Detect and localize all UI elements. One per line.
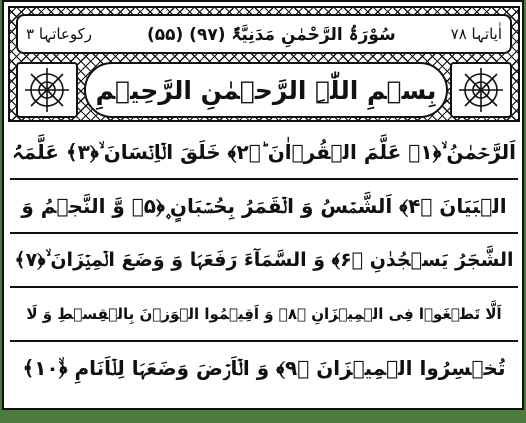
bismillah: بِسۡمِ اللّٰہِ الرَّحۡمٰنِ الرَّحِیۡمِ: [95, 75, 437, 105]
verse-line-2: [8, 180, 520, 232]
verse-line-4-text: اَلَّا تَطۡغَوۡا فِی الۡمِیۡزَانِ ﴿۸﴾ وَ اَقِیۡمُوا الۡوَزۡنَ بِالۡقِسۡطِ وَ لَا: [26, 304, 502, 323]
verse-line-3-text: الشَّجَرُ یَسۡجُدٰنِ ﴿۶﴾ وَ السَّمَآءَ رَفَعَہَا وَ وَضَعَ الۡمِیۡزَانَ ۙ﴿۷﴾: [14, 248, 514, 271]
ruku-count: رکوعاتہا ۳: [26, 25, 93, 43]
surah-header: [8, 6, 520, 122]
surah-title: (۵۵) سُوْرَۃُ الرَّحْمٰنِ مَدَنِیَّۃٌ (۹۷): [146, 24, 396, 45]
quran-page: [2, 0, 524, 410]
verse-line-5-text: تُخۡسِرُوا الۡمِیۡزَانَ ﴿۹﴾ وَ الۡاَرۡضَ وَضَعَہَا لِلۡاَنَامِ ﴿ۙ۱۰﴾: [22, 356, 506, 380]
verse-line-5: [8, 342, 520, 394]
verse-line-4: [8, 288, 520, 340]
verse-line-1: [8, 126, 520, 178]
right-floral-ornament: [450, 62, 512, 118]
verse-line-1-text: اَلرَّحۡمٰنُ ۙ﴿۱﴾ عَلَّمَ الۡقُرۡاٰنَ ؕ﴿۲﴾ خَلَقَ الۡاِنۡسَانَ ۙ﴿۳﴾ عَلَّمَہُ: [11, 140, 517, 164]
verse-line-2-text: الۡبَیَانَ ﴿۴﴾ اَلشَّمۡسُ وَ الۡقَمَرُ بِحُسۡبَانٍ ۪﴿۵﴾ وَّ النَّجۡمُ وَ: [21, 194, 507, 218]
bismillah-cartouche: [84, 62, 448, 118]
left-floral-ornament: [16, 62, 78, 118]
verse-count: اٰیاتہا ۷۸: [450, 25, 502, 43]
verse-line-3: [8, 234, 520, 286]
surah-title-band: [16, 14, 512, 54]
